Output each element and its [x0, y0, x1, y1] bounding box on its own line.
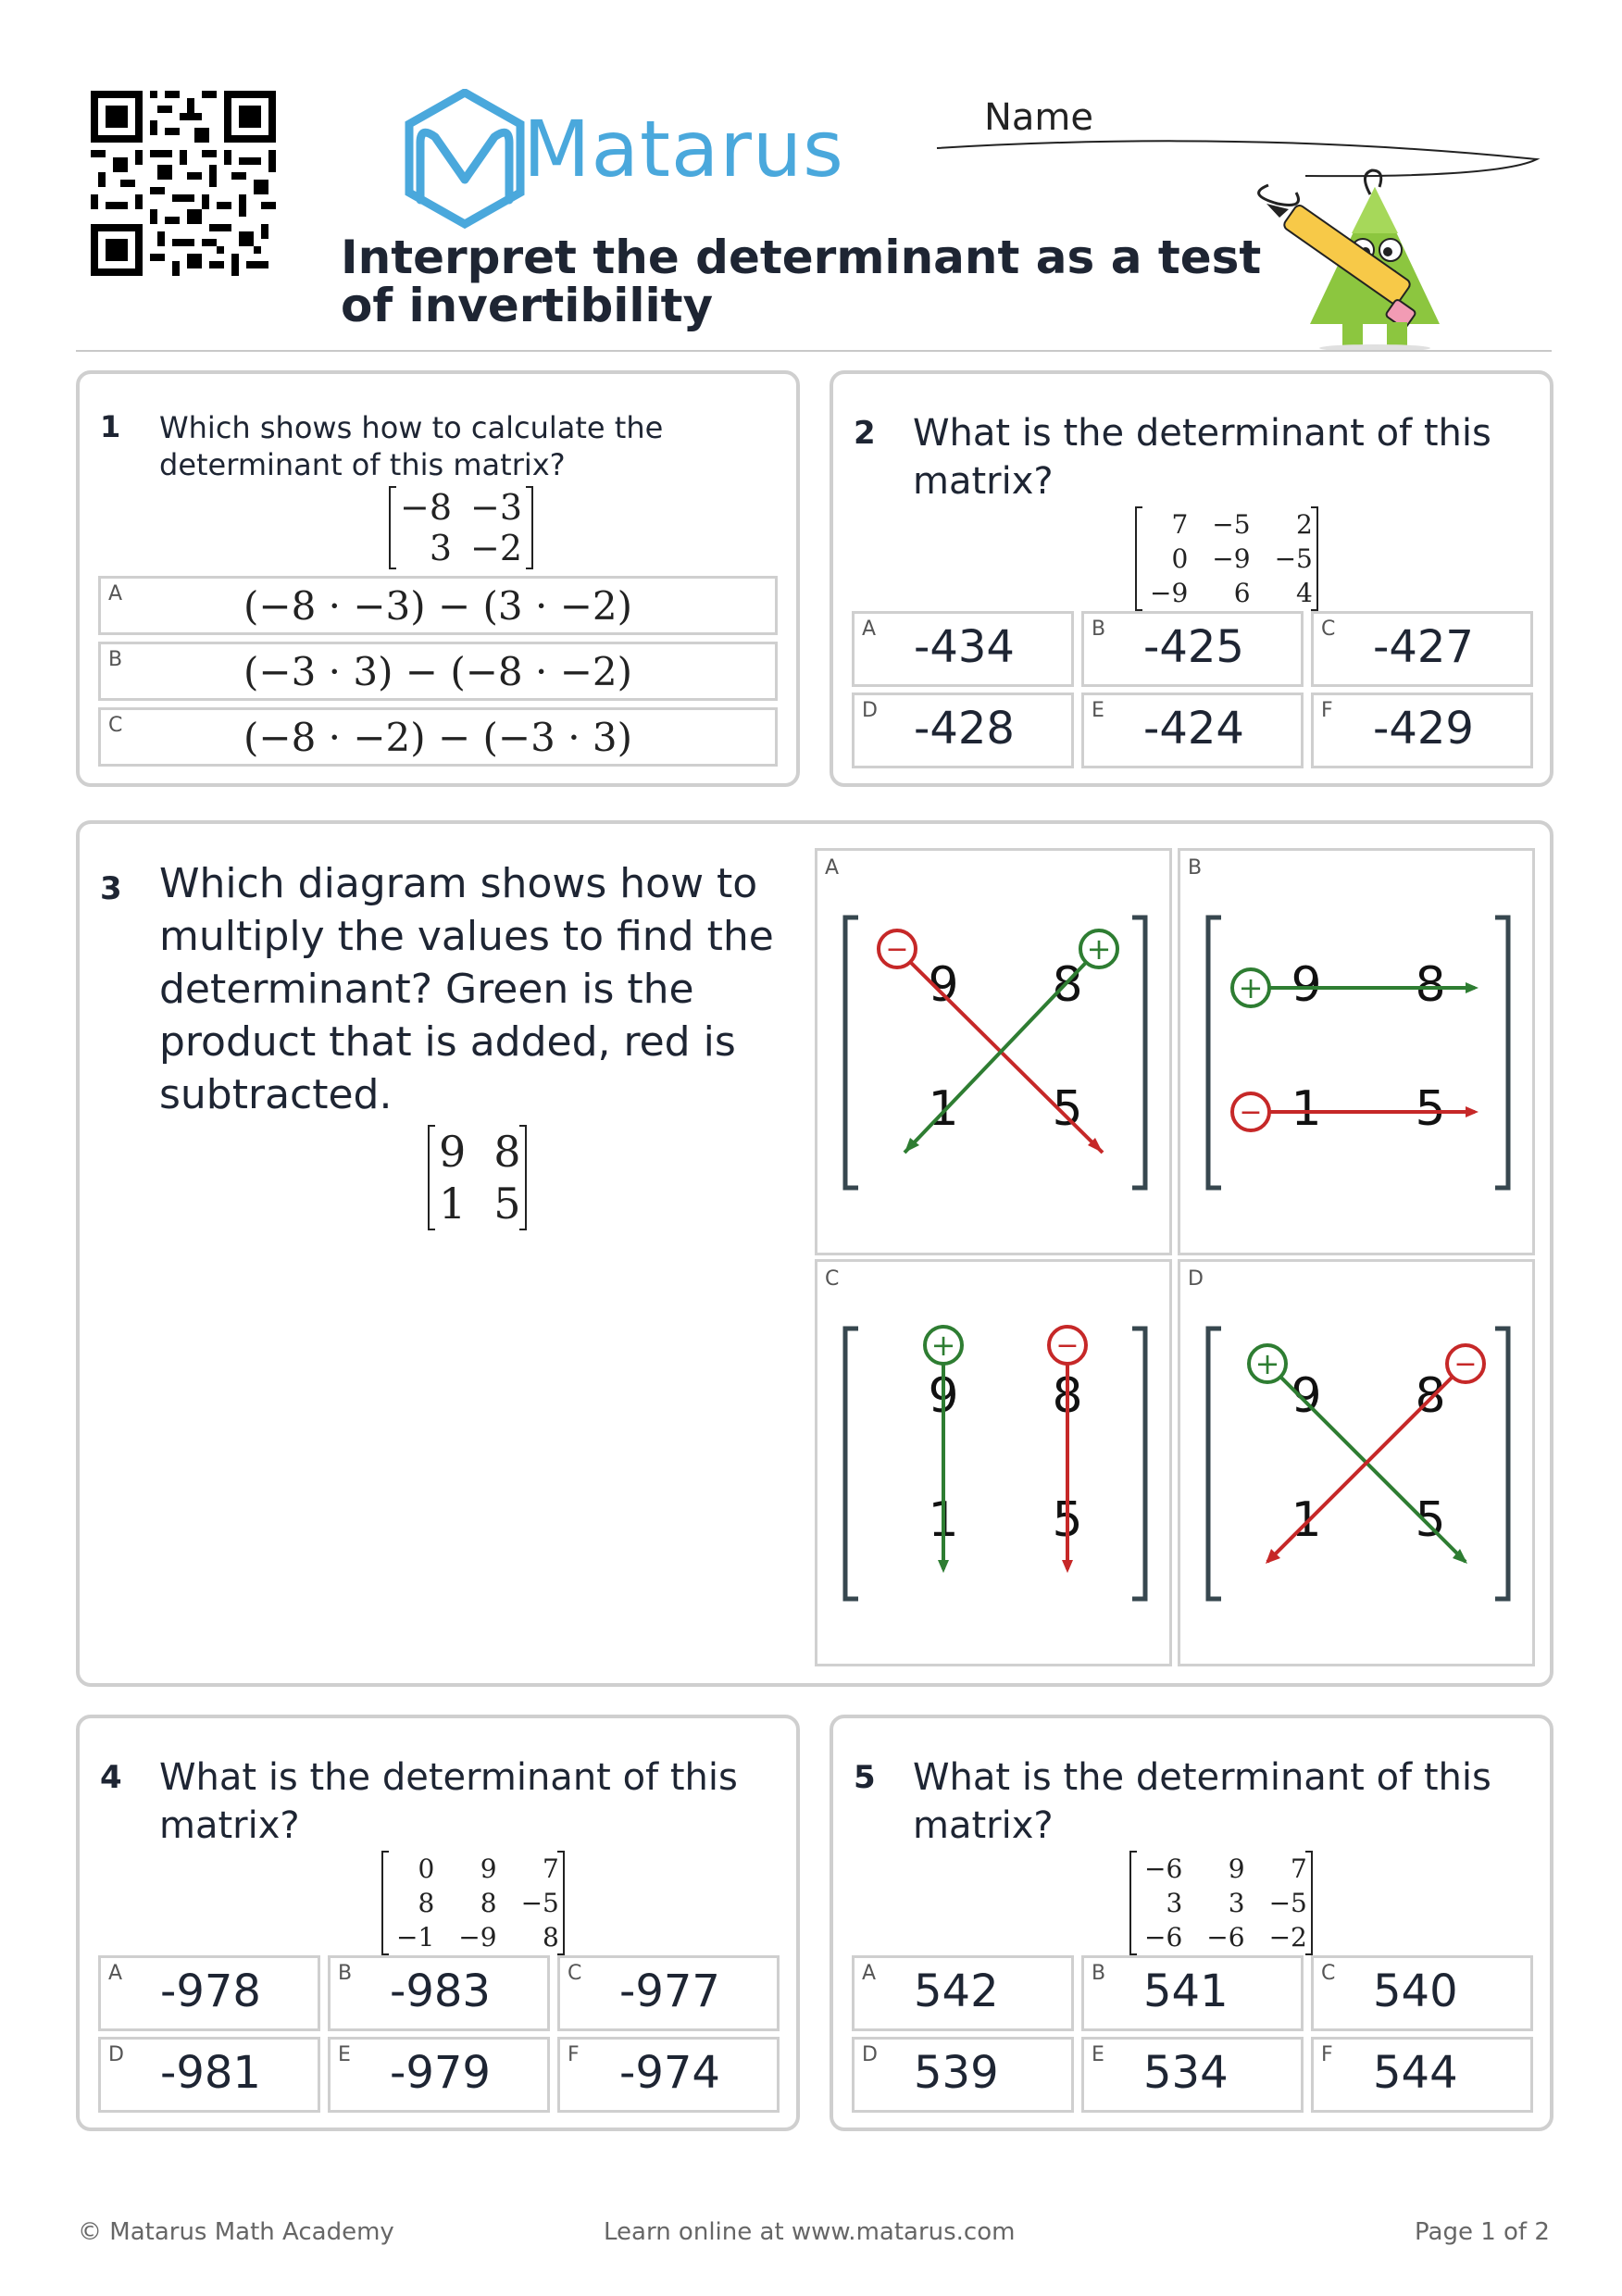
answer-option-d[interactable] — [852, 693, 1074, 768]
option-value: 544 — [1373, 2047, 1458, 2099]
matrix-cell: −5 — [1268, 1888, 1307, 1918]
answer-option-a[interactable] — [98, 1955, 320, 2031]
matrix-cell: 2 — [1296, 509, 1313, 540]
qr-code — [91, 91, 276, 276]
option-letter: B — [108, 648, 123, 671]
header-divider — [76, 350, 1552, 352]
option-value: -427 — [1373, 621, 1474, 673]
option-value: -978 — [160, 1965, 261, 2017]
question-number: 1 — [100, 409, 121, 444]
matrix-cell: −3 — [470, 487, 523, 528]
answer-option-a[interactable] — [852, 1955, 1074, 2031]
brand-name: Matarus — [523, 104, 844, 194]
matrix-value: 5 — [1052, 1081, 1083, 1137]
matrix-value: 9 — [928, 1368, 959, 1424]
matrix-value: 1 — [928, 1081, 959, 1137]
matrix-value: 9 — [1291, 1368, 1322, 1424]
option-letter: D — [862, 2043, 878, 2066]
answer-option-d[interactable] — [98, 2037, 320, 2113]
question-number: 5 — [854, 1759, 876, 1796]
name-label: Name — [984, 96, 1094, 139]
matrix-cell: −9 — [458, 1922, 497, 1953]
pencil-mascot-icon — [1250, 167, 1472, 352]
option-letter: A — [108, 1962, 123, 1985]
option-value: -974 — [619, 2047, 720, 2099]
answer-option-b[interactable] — [328, 1955, 550, 2031]
answer-option-c[interactable] — [98, 707, 778, 767]
minus-icon: − — [885, 933, 909, 966]
option-value: 539 — [914, 2047, 999, 2099]
option-letter: B — [1092, 618, 1106, 641]
matrix-value: 8 — [1415, 957, 1446, 1013]
matrix-cell: −2 — [470, 528, 523, 568]
matrix-cell: 9 — [1228, 1853, 1245, 1884]
question-text: Which shows how to calculate the determinant of this matrix? — [159, 410, 664, 482]
minus-icon: − — [1055, 1329, 1079, 1362]
option-expression: (−8 · −3) − (3 · −2) — [243, 582, 632, 629]
question-5-card — [830, 1715, 1553, 2131]
question-text: What is the determinant of this matrix? — [159, 1756, 738, 1847]
answer-option-f[interactable] — [557, 2037, 780, 2113]
matrix-value: 9 — [928, 957, 959, 1013]
answer-option-f[interactable] — [1311, 2037, 1533, 2113]
option-value: -983 — [390, 1965, 491, 2017]
matrix-cell: 8 — [493, 1127, 521, 1177]
matrix-cell: −8 — [400, 487, 453, 528]
matrix-cell: 0 — [1171, 543, 1189, 574]
minus-icon: − — [1454, 1348, 1478, 1380]
matrix-cell: 8 — [480, 1888, 497, 1918]
matrix-value: 5 — [1052, 1492, 1083, 1548]
option-letter: F — [1321, 699, 1333, 722]
question-number: 4 — [100, 1759, 122, 1796]
option-letter: A — [108, 582, 123, 605]
option-letter: B — [1188, 856, 1203, 880]
question-3-card — [76, 820, 1553, 1687]
diagram-option-a[interactable] — [815, 848, 1172, 1255]
option-value: -424 — [1143, 703, 1244, 755]
answer-option-e[interactable] — [328, 2037, 550, 2113]
matrix-cell: −6 — [1144, 1922, 1183, 1953]
question-2-card — [830, 370, 1553, 787]
option-letter: D — [1188, 1267, 1204, 1291]
option-value: 541 — [1143, 1965, 1229, 2017]
matrix-value: 9 — [1291, 957, 1322, 1013]
answer-option-b[interactable] — [98, 642, 778, 701]
determinant-diagram — [817, 1262, 1175, 1669]
matrix-cell: −5 — [1212, 509, 1251, 540]
matrix-cell: 5 — [493, 1179, 521, 1229]
matrix-cell: 6 — [1233, 578, 1251, 608]
option-value: -429 — [1373, 703, 1474, 755]
question-number: 3 — [100, 870, 122, 907]
footer-website-link[interactable]: Learn online at www.matarus.com — [604, 2218, 1016, 2246]
answer-option-b[interactable] — [1081, 611, 1304, 687]
matrix — [428, 1126, 527, 1229]
option-letter: E — [1092, 2043, 1104, 2066]
determinant-diagram — [817, 851, 1175, 1258]
matrix-cell: 8 — [418, 1888, 435, 1918]
matrix-cell: −5 — [1274, 543, 1313, 574]
determinant-diagram — [1180, 1262, 1538, 1669]
matrix-cell: 7 — [543, 1853, 559, 1884]
matrix-value: 8 — [1052, 957, 1083, 1013]
option-letter: D — [862, 699, 878, 722]
option-letter: A — [825, 856, 840, 880]
matrix-cell: −6 — [1206, 1922, 1245, 1953]
matrix-value: 1 — [928, 1492, 959, 1548]
option-letter: F — [1321, 2043, 1333, 2066]
answer-option-a[interactable] — [852, 611, 1074, 687]
option-value: -434 — [914, 621, 1015, 673]
diagram-option-b[interactable] — [1178, 848, 1535, 1255]
matrix-cell: 4 — [1296, 578, 1313, 608]
answer-option-a[interactable] — [98, 576, 778, 635]
matrix — [1129, 1852, 1313, 1954]
answer-option-c[interactable] — [1311, 611, 1533, 687]
plus-icon: + — [930, 1328, 956, 1363]
option-letter: B — [1092, 1962, 1106, 1985]
matrix-cell: 7 — [1171, 509, 1189, 540]
option-value: -977 — [619, 1965, 720, 2017]
matrix-cell: 3 — [429, 528, 453, 568]
matrix-cell: 0 — [418, 1853, 435, 1884]
matrix-cell: 1 — [439, 1179, 467, 1229]
option-value: -428 — [914, 703, 1015, 755]
matrix-cell: −9 — [1212, 543, 1251, 574]
option-value: -981 — [160, 2047, 261, 2099]
matrix-value: 1 — [1291, 1081, 1322, 1137]
matrix-cell: 3 — [1166, 1888, 1183, 1918]
matrix-cell: −9 — [1150, 578, 1189, 608]
option-letter: F — [568, 2043, 580, 2066]
diagram-option-d[interactable] — [1178, 1259, 1535, 1666]
option-letter: C — [568, 1962, 582, 1985]
matrix-cell: −6 — [1144, 1853, 1183, 1884]
matrix-cell: −1 — [396, 1922, 435, 1953]
option-letter: C — [1321, 618, 1336, 641]
minus-icon: − — [1239, 1096, 1263, 1129]
question-text: Which diagram shows how to multiply the values to find the determinant? Green is the product that is added, red is subtracted. — [159, 860, 774, 1118]
option-letter: E — [1092, 699, 1104, 722]
answer-option-d[interactable] — [852, 2037, 1074, 2113]
answer-option-e[interactable] — [1081, 2037, 1304, 2113]
option-value: 542 — [914, 1965, 999, 2017]
matrix-cell: 7 — [1291, 1853, 1307, 1884]
matrix-cell: 9 — [480, 1853, 497, 1884]
footer-page-number: Page 1 of 2 — [1415, 2218, 1550, 2246]
matrix-cell: 9 — [439, 1127, 467, 1177]
footer-copyright: © Matarus Math Academy — [78, 2218, 394, 2246]
matrix-value: 8 — [1052, 1368, 1083, 1424]
matrix — [381, 1852, 565, 1954]
determinant-diagram — [1180, 851, 1538, 1258]
option-value: 534 — [1143, 2047, 1229, 2099]
answer-option-c[interactable] — [1311, 1955, 1533, 2031]
worksheet-title: Interpret the determinant as a test of invertibility — [341, 231, 1262, 332]
option-letter: D — [108, 2043, 124, 2066]
matrix-value: 5 — [1415, 1492, 1446, 1548]
option-letter: C — [825, 1267, 840, 1291]
question-text: What is the determinant of this matrix? — [913, 412, 1491, 503]
question-1-card — [76, 370, 800, 787]
option-value: -979 — [390, 2047, 491, 2099]
option-letter: C — [1321, 1962, 1336, 1985]
answer-option-f[interactable] — [1311, 693, 1533, 768]
answer-option-e[interactable] — [1081, 693, 1304, 768]
option-letter: A — [862, 1962, 877, 1985]
option-letter: A — [862, 618, 877, 641]
option-value: -425 — [1143, 621, 1244, 673]
matrix-cell: −5 — [520, 1888, 559, 1918]
plus-icon: + — [1086, 931, 1112, 967]
matrix-value: 8 — [1415, 1368, 1446, 1424]
question-4-card — [76, 1715, 800, 2131]
plus-icon: + — [1238, 970, 1264, 1005]
option-expression: (−8 · −2) − (−3 · 3) — [243, 714, 632, 760]
option-value: 540 — [1373, 1965, 1458, 2017]
matrix — [1135, 507, 1318, 610]
diagram-option-c[interactable] — [815, 1259, 1172, 1666]
matrix-cell: −2 — [1268, 1922, 1307, 1953]
answer-option-b[interactable] — [1081, 1955, 1304, 2031]
matrix-value: 5 — [1415, 1081, 1446, 1137]
option-expression: (−3 · 3) − (−8 · −2) — [243, 648, 632, 694]
option-letter: B — [338, 1962, 353, 1985]
question-text: What is the determinant of this matrix? — [913, 1756, 1491, 1847]
plus-icon: + — [1254, 1346, 1280, 1381]
matrix-cell: 8 — [543, 1922, 559, 1953]
answer-option-c[interactable] — [557, 1955, 780, 2031]
option-letter: C — [108, 714, 123, 737]
matrix-cell: 3 — [1228, 1888, 1245, 1918]
matrix-value: 1 — [1291, 1492, 1322, 1548]
matrix — [389, 487, 533, 568]
question-number: 2 — [854, 415, 876, 452]
option-letter: E — [338, 2043, 351, 2066]
